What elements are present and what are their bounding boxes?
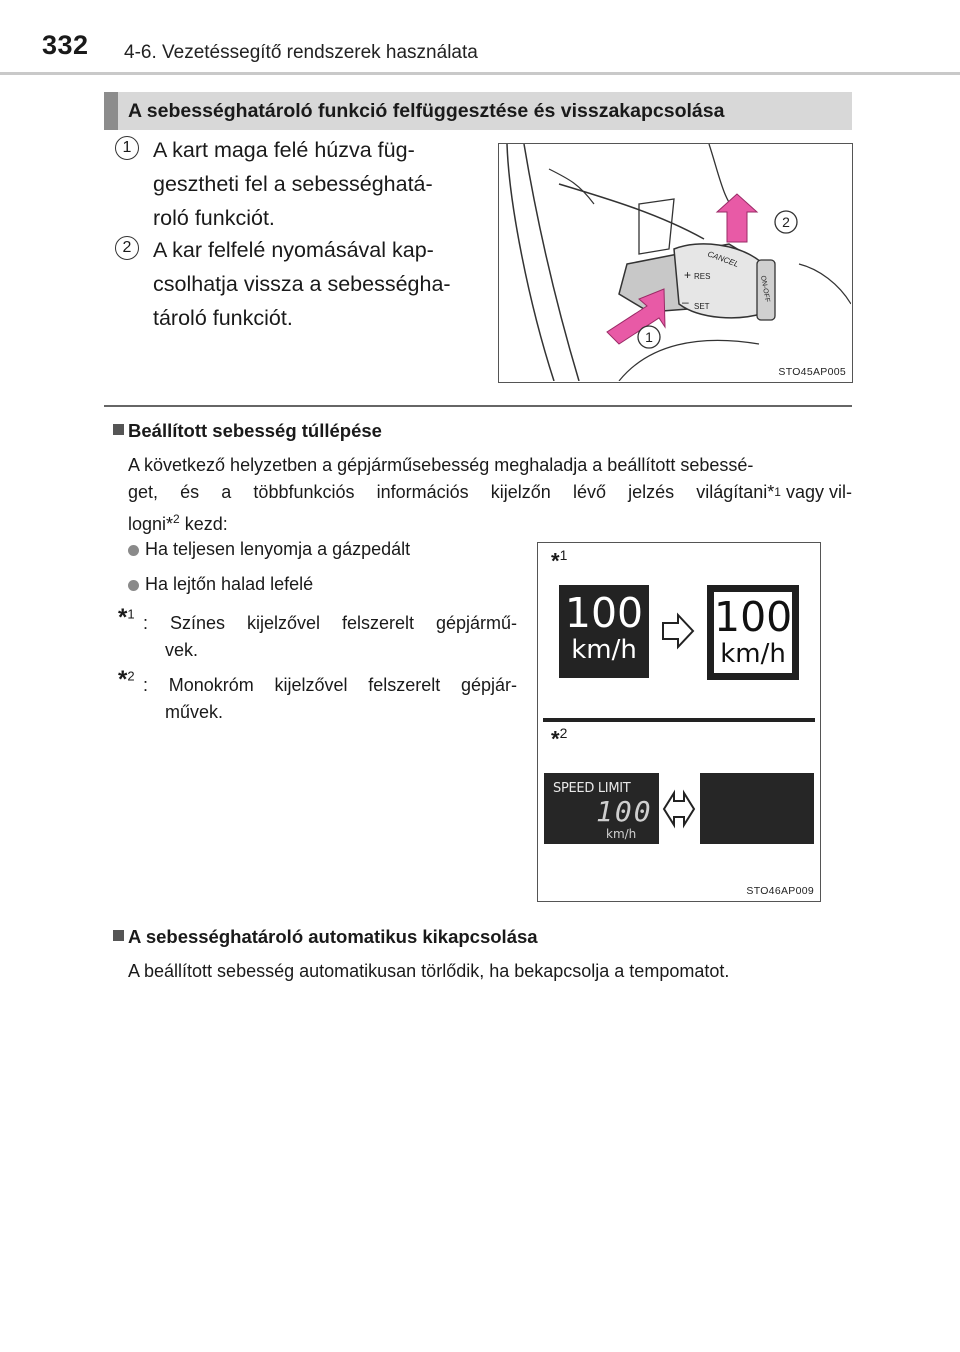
- color-display-highlighted: [707, 585, 799, 680]
- onoff-label: ON-OFF: [759, 275, 771, 303]
- speed-value-highlighted: 100: [714, 593, 793, 641]
- plus-sign: +: [684, 268, 692, 282]
- footnote-1-sup: 1: [127, 606, 135, 622]
- push-up-arrow-icon: [717, 194, 757, 242]
- mono-speed-unit: km/h: [606, 827, 637, 841]
- label-1-sup: 1: [559, 547, 568, 563]
- speed-unit-highlighted: km/h: [720, 639, 786, 669]
- figure-1-code: STO45AP005: [778, 366, 846, 378]
- speed-limit-label: SPEED LIMIT: [553, 781, 631, 796]
- subsection-2-paragraph: A beállított sebesség automatikusan törlődik, ha bekapcsolja a tempomatot.: [128, 961, 730, 981]
- section-title: A sebességhatároló funkció felfüggesztése és visszakapcsolása: [128, 100, 725, 122]
- right-arrow-icon: [660, 611, 696, 651]
- footnote-1-star: *: [118, 604, 128, 631]
- mono-display-off: [700, 773, 814, 844]
- callout-2: 2: [782, 214, 790, 230]
- bullet-dot-icon: [128, 545, 139, 556]
- step-2-line-1: A kar felfelé nyomásával kap-: [153, 238, 434, 262]
- para-line-3b: kezd:: [179, 514, 228, 534]
- footnote-2-text: [143, 672, 517, 726]
- header-divider: [0, 72, 960, 75]
- figure-2-divider: [543, 718, 815, 722]
- highlighted-inner: [714, 592, 792, 673]
- step-1-text: [153, 133, 433, 235]
- res-label: RES: [694, 272, 711, 281]
- lever-drawing: [499, 144, 851, 381]
- para-line-2-sup: 1: [774, 485, 781, 499]
- section-divider: [104, 405, 852, 407]
- figure-2-code: STO46AP009: [746, 885, 814, 897]
- footnote-1-line-2: vek.: [165, 640, 199, 660]
- step-2-line-2: csolhatja vissza a sebességha-: [153, 272, 451, 296]
- footnote-2-sup: 2: [127, 668, 135, 684]
- para-line-2b: vagy vil-: [780, 482, 852, 502]
- speed-unit: km/h: [571, 635, 637, 665]
- step-1-line-1: A kart maga felé húzva füg-: [153, 138, 415, 162]
- label-2-sup: 2: [559, 725, 568, 741]
- footnote-2-star: *: [118, 666, 128, 693]
- bullet-item-1: Ha teljesen lenyomja a gázpedált: [145, 539, 411, 559]
- mono-display-on: [544, 773, 659, 844]
- para-line-3: [128, 506, 852, 538]
- footnote-2-line-2: művek.: [165, 702, 224, 722]
- figure-2-label-2: [551, 725, 567, 752]
- cancel-label: CANCEL: [706, 249, 740, 269]
- subsection-marker-icon: [113, 930, 124, 941]
- lever-illustration: [498, 143, 853, 383]
- footnote-1-text: [143, 610, 517, 664]
- label-2-star: *: [551, 726, 560, 752]
- subsection-1-paragraph: [128, 452, 852, 538]
- callout-1: 1: [645, 329, 653, 345]
- chapter-title: 4-6. Vezetéssegítő rendszerek használata: [124, 42, 478, 63]
- section-heading-bar: [104, 92, 852, 130]
- step-1-line-2: gesztheti fel a sebességhatá-: [153, 172, 433, 196]
- para-line-2-text: [128, 479, 852, 506]
- mono-speed-value: 100: [596, 795, 653, 828]
- figure-2-label-1: [551, 547, 567, 574]
- footnote-2-line-1: : Monokróm kijelzővel felszerelt gépjár-: [143, 675, 517, 695]
- speed-value: 100: [564, 589, 644, 637]
- double-arrow-icon: [662, 789, 696, 829]
- subsection-2-title: A sebességhatároló automatikus kikapcsolása: [128, 926, 538, 947]
- bullet-dot-icon: [128, 580, 139, 591]
- para-line-2: [128, 479, 852, 506]
- step-number-2: 2: [115, 236, 139, 260]
- para-line-3-sup: 2: [173, 512, 180, 526]
- step-number-1: 1: [115, 136, 139, 160]
- step-2-text: [153, 233, 451, 335]
- para-line-1: A következő helyzetben a gépjárműsebesség meghaladja a beállított sebessé-: [128, 455, 754, 475]
- para-line-3a: logni*: [128, 514, 174, 534]
- footnote-1-line-1: : Színes kijelzővel felszerelt gépjármű-: [143, 613, 517, 633]
- subsection-1-title: Beállított sebesség túllépése: [128, 420, 382, 441]
- para-line-2a: get, és a többfunkciós információs kijelzőn lévő jelzés világítani*: [128, 482, 775, 502]
- set-label: SET: [694, 302, 710, 311]
- display-illustration: [537, 542, 821, 902]
- color-display-normal: [559, 585, 649, 678]
- label-1-star: *: [551, 548, 560, 574]
- bullet-item-2: Ha lejtőn halad lefelé: [145, 574, 314, 594]
- step-2-line-3: tároló funkciót.: [153, 306, 293, 330]
- page-number: 332: [42, 30, 89, 60]
- step-1-line-3: roló funkciót.: [153, 206, 275, 230]
- subsection-marker-icon: [113, 424, 124, 435]
- minus-sign: –: [682, 295, 689, 309]
